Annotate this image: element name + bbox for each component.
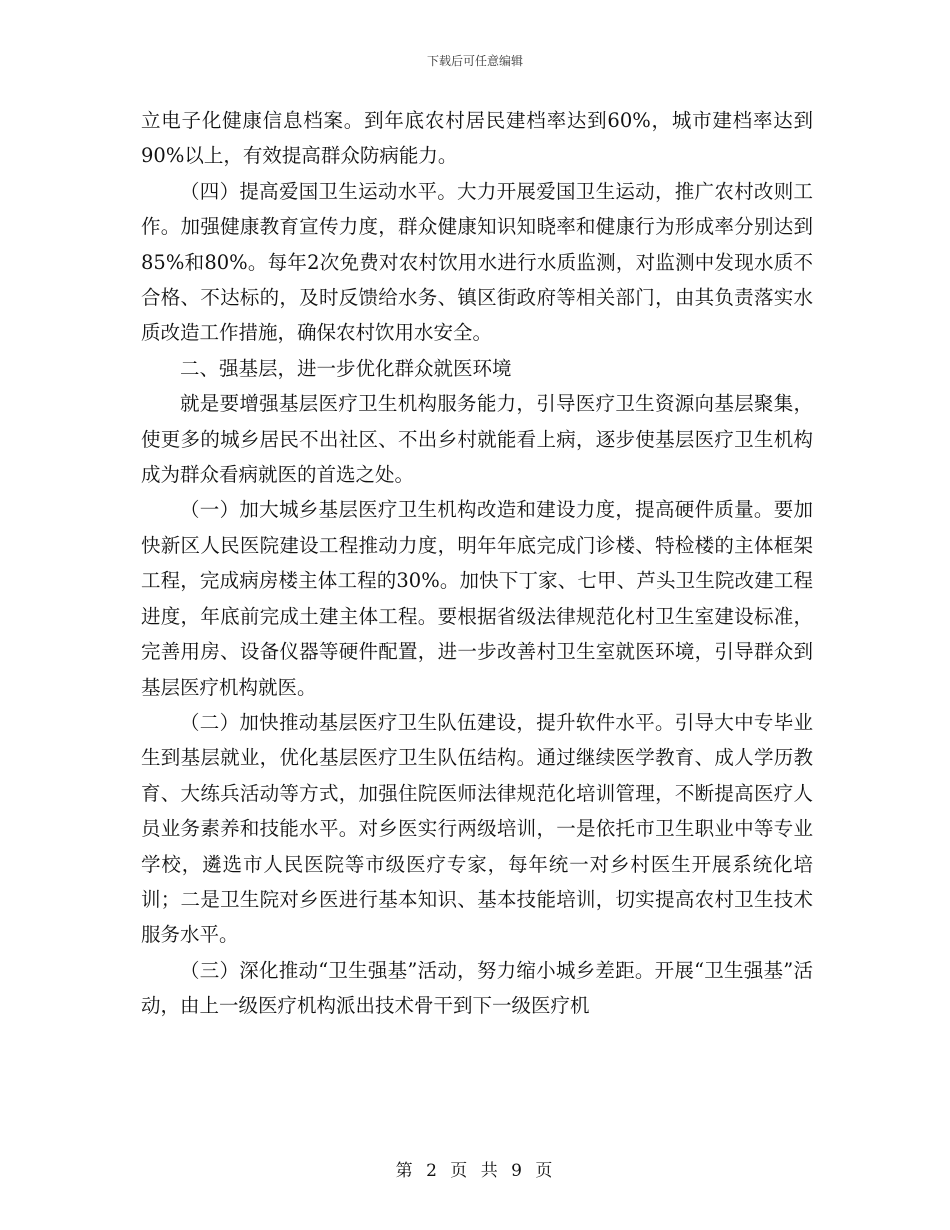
total-label: 共: [480, 1161, 500, 1181]
paragraph-infrastructure: （一）加大城乡基层医疗卫生机构改造和建设力度，提高硬件质量。要加快新区人民医院建设工程推动力度，明年年底完成门诊楼、特检楼的主体框架工程，完成病房楼主体工程的30%。加快下丁家、七甲、芦头卫生院改建工程进度，年底前完成土建主体工程。要根据省级法律规范化村卫生室建设标准，完善用房、设备仪器等硬件配置，进一步改善村卫生室就医环境，引导群众到基层医疗机构就医。: [141, 498, 813, 699]
paragraph-continuation: 立电子化健康信息档案。到年底农村居民建档率达到60%，城市建档率达到90%以上，有效提高群众防病能力。: [141, 109, 813, 168]
page-label-suffix: 页: [535, 1161, 555, 1181]
section-heading-grassroots: 二、强基层，进一步优化群众就医环境: [180, 356, 512, 380]
paragraph-grassroots-intro: 就是要增强基层医疗卫生机构服务能力，引导医疗卫生资源向基层聚集，使更多的城乡居民不出社区、不出乡村就能看上病，逐步使基层医疗卫生机构成为群众看病就医的首选之处。: [141, 392, 813, 487]
document-body: [141, 103, 813, 1024]
page-header-note: 下载后可任意编辑: [426, 54, 523, 68]
current-page-number: 2: [426, 1161, 439, 1181]
paragraph-staff-building: （二）加快推动基层医疗卫生队伍建设，提升软件水平。引导大中专毕业生到基层就业，优化基层医疗卫生队伍结构。通过继续医学教育、成人学历教育、大练兵活动等方式，加强住院医师法律规范化培训管理，不断提高医疗人员业务素养和技能水平。对乡医实行两级培训，一是依托市卫生职业中等专业学校，遴选市人民医院等市级医疗专家，每年统一对乡村医生开展系统化培训；二是卫生院对乡医进行基本知识、基本技能培训，切实提高农村卫生技术服务水平。: [141, 710, 813, 947]
page-footer: [0, 1156, 950, 1181]
total-page-number: 9: [511, 1161, 524, 1181]
page-label-mid: 页: [450, 1161, 470, 1181]
paragraph-health-strengthening: （三）深化推动“卫生强基”活动，努力缩小城乡差距。开展“卫生强基”活动，由上一级医疗机构派出技术骨干到下一级医疗机: [141, 958, 813, 1018]
paragraph-patriotic-health: （四）提高爱国卫生运动水平。大力开展爱国卫生运动，推广农村改则工作。加强健康教育宣传力度，群众健康知识知晓率和健康行为形成率分别达到85%和80%。每年2次免费对农村饮用水进行水质监测，对监测中发现水质不合格、不达标的，及时反馈给水务、镇区街政府等相关部门，由其负责落实水质改造工作措施，确保农村饮用水安全。: [141, 179, 813, 345]
page-label-prefix: 第: [395, 1161, 415, 1181]
